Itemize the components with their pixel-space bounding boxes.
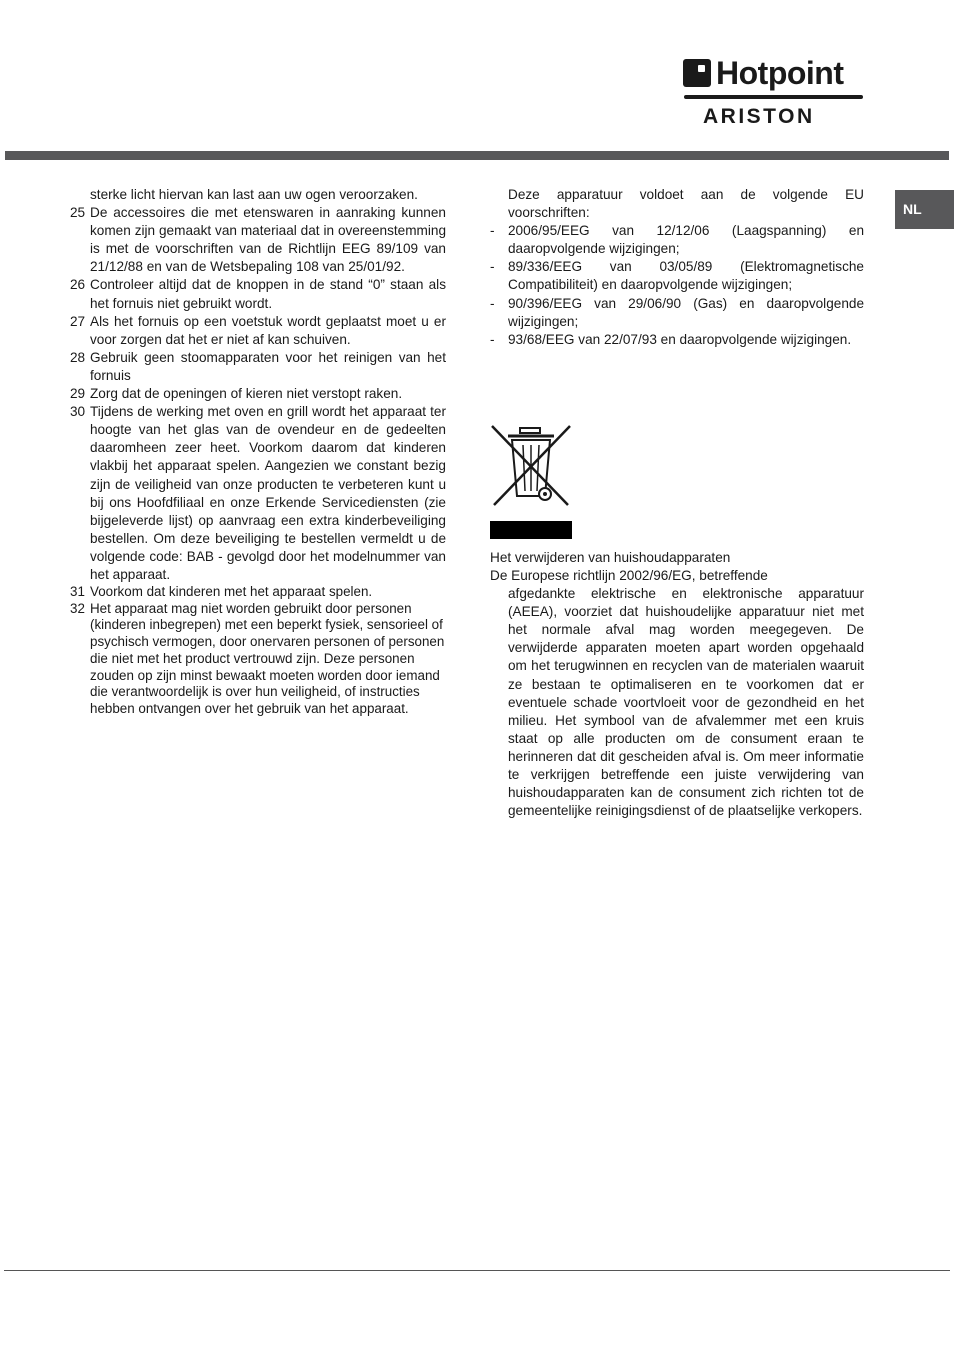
list-item (70, 601, 446, 718)
directive-dash: - (490, 259, 495, 275)
list-item (70, 403, 446, 584)
item-number: 26 (70, 277, 86, 293)
item-number: 25 (70, 205, 86, 221)
item-number: 27 (70, 313, 86, 329)
item-text: Tijdens de werking met oven en grill wordt het apparaat ter hoogte van het glas van de ovendeur en de gedeelten daaromheen zeer heet. Voorkom daarom dat kinderen vlakbij het apparaat spelen. Aangezien we constant bezig zijn de veiligheid van onze producten te verbeteren kunt u bij ons Hoofdfiliaal en onze Erkende Servicediensten (zie bijgeleverde lijst) op aanvraag een extra kinderbeveiliging bestellen. Om deze beveiliging te bestellen vermeldt u de volgende code: BAB - gevolgd door het modelnummer van het apparaat. (90, 404, 446, 582)
item-text: Gebruik geen stoomapparaten voor het reinigen van het fornuis (90, 349, 446, 383)
directive-text: 90/396/EEG van 29/06/90 (Gas) en daaropvolgende wijzigingen; (508, 295, 864, 329)
crossed-out-wheelie-bin-icon (490, 423, 572, 540)
list-item (70, 385, 446, 403)
left-column (70, 186, 446, 718)
directives-intro: Deze apparatuur voldoet aan de volgende EU voorschriften: (508, 187, 864, 221)
right-column (490, 186, 864, 349)
item-text: Als het fornuis op een voetstuk wordt geplaatst moet u er voor zorgen dat het er niet af kan schuiven. (90, 313, 446, 347)
directive-item (490, 222, 864, 258)
weee-text: afgedankte elektrische en elektronische apparatuur (AEEA), voorziet dat huishoudelijke apparatuur niet met het normale afval mag worden meegegeven. De verwijderde apparaten moeten apart worden opgehaald om het terugwinnen en recyclen van de materialen waaruit ze bestaan te optimaliseren en te voorkomen dat er eventuele schade voortvloeit voor de gezondheid en het milieu. Het symbool van de afvalemmer met een kruis staat op alle producten om de consument eraan te herinneren dat dit gescheiden afval is. Om meer informatie te verkrijgen betreffende een juiste verwijdering van huishoudapparaten kan de consument zich richten tot de gemeentelijke reinigingsdienst of de plaatselijke verkopers. (508, 586, 864, 819)
brand-logo (683, 55, 865, 131)
directive-item (490, 258, 864, 294)
directive-item (490, 331, 864, 349)
weee-first-line: De Europese richtlijn 2002/96/EG, betreffende (490, 568, 768, 583)
item-number: 30 (70, 404, 86, 420)
list-item (70, 313, 446, 349)
header-bar (5, 151, 949, 160)
directive-dash: - (490, 295, 495, 311)
logo-divider (684, 95, 863, 99)
footer-rule (4, 1270, 950, 1271)
directive-text: 93/68/EEG van 22/07/93 en daaropvolgende wijzigingen. (508, 331, 852, 347)
language-tab: NL (895, 190, 954, 229)
directive-text: 2006/95/EEG van 12/12/06 (Laagspanning) en daaropvolgende wijzigingen; (508, 223, 864, 257)
brand-sub: ARISTON (703, 105, 815, 128)
list-item (70, 204, 446, 276)
directive-dash: - (490, 331, 495, 347)
weee-paragraph (490, 567, 864, 820)
item-text: Controleer altijd dat de knoppen in de stand “0” staan als het fornuis niet gebruikt wordt. (90, 277, 446, 311)
item-text: De accessoires die met etenswaren in aanraking kunnen komen zijn gemaakt van materiaal dat in overeenstemming is met de voorschriften van de Richtlijn EEG 89/109 van 21/12/88 en van de Wetsbepaling 108 van 25/01/92. (90, 205, 446, 275)
hotpoint-square-icon (683, 59, 711, 87)
directive-dash: - (490, 223, 495, 239)
list-item (70, 584, 446, 601)
item-number: 31 (70, 584, 85, 600)
list-item (70, 349, 446, 385)
item-number: 29 (70, 386, 86, 402)
weee-heading: Het verwijderen van huishoudapparaten (490, 550, 731, 565)
continuation-text: sterke licht hiervan kan last aan uw ogen veroorzaken. (90, 187, 418, 202)
item-number: 32 (70, 600, 85, 616)
list-item (70, 276, 446, 312)
item-text: Zorg dat de openingen of kieren niet verstopt raken. (90, 386, 403, 402)
directive-item (490, 295, 864, 331)
item-text: Voorkom dat kinderen met het apparaat spelen. (90, 584, 373, 600)
brand-name: Hotpoint (716, 55, 844, 91)
item-number: 28 (70, 349, 86, 365)
directive-text: 89/336/EEG van 03/05/89 (Elektromagnetische Compatibiliteit) en daaropvolgende wijzigingen; (508, 259, 864, 293)
item-text: Het apparaat mag niet worden gebruikt door personen (kinderen inbegrepen) met een beperkt fysiek, sensorieel of psychisch vermogen, door onervaren personen of personen die niet met het product vertrouwd zijn. Deze personen zouden op zijn minst bewaakt moeten worden door iemand die verantwoordelijk is over hun veiligheid, of instructies hebben ontvangen over het gebruik van het apparaat. (90, 600, 445, 716)
